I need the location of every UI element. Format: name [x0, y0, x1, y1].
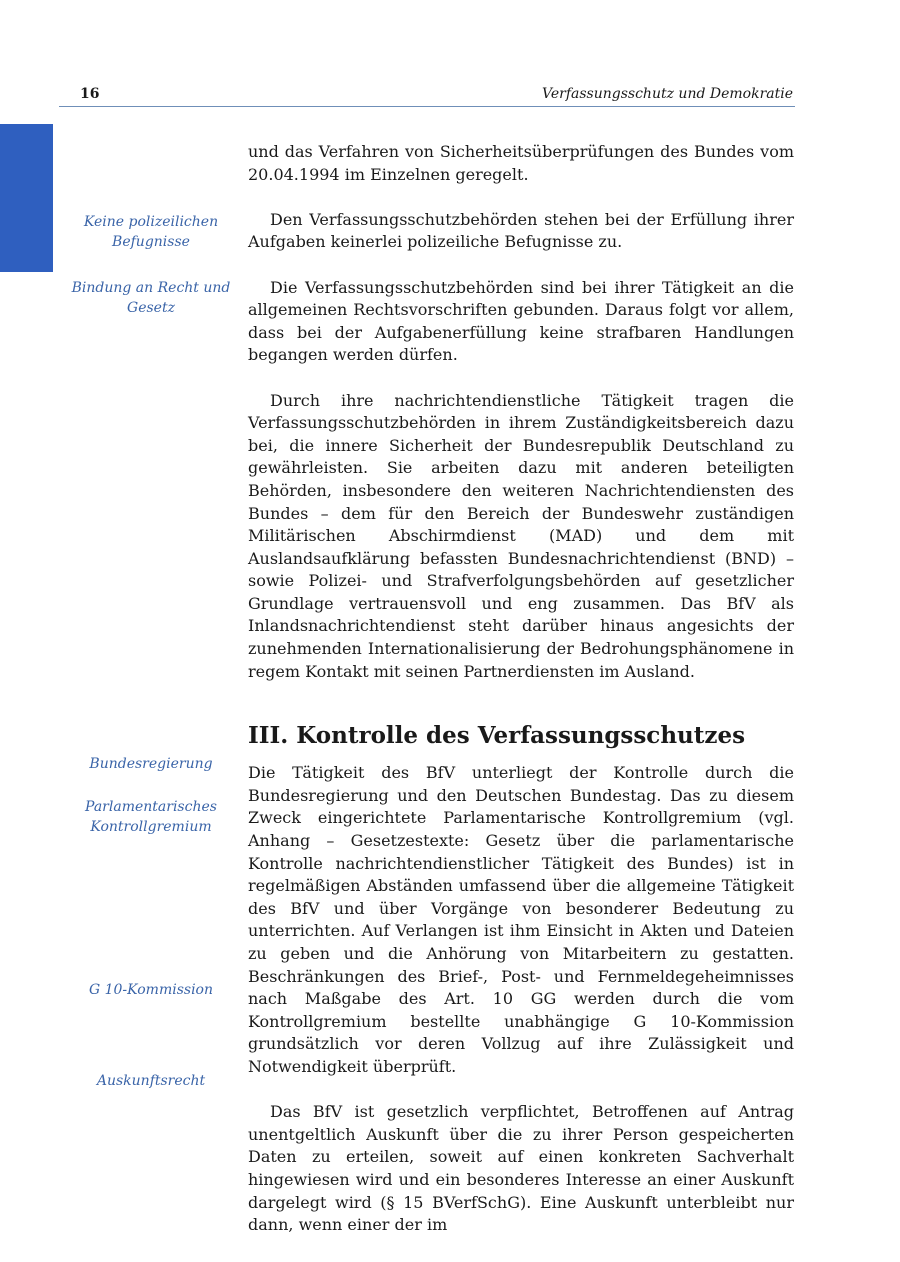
margin-note-bundesregierung: Bundesregierung — [89, 756, 213, 772]
paragraph-1: und das Verfahren von Sicherheitsüberprüfungen des Bundes vom 20.04.1994 im Einzelnen geregelt. — [248, 142, 794, 184]
margin-note-polizeiliche-befugnisse: Keine polizeilichen Befugnisse — [83, 214, 219, 250]
chapter-thumb-tab — [0, 124, 53, 272]
margin-note-g10-kommission: G 10-Kommission — [88, 982, 213, 998]
paragraph-5: Die Tätigkeit des BfV unterliegt der Kontrolle durch die Bundesregierung und den Deutschen Bundestag. Das zu diesem Zweck eingerichtete Parlamentarische Kontrollgremium (vgl. Anhang – Gesetzestexte: Gesetz über die parlamentarische Kontrolle nachrichtendienstlicher Tätigkeit des Bundes) ist in regelmäßigen Abständen umfassend über die allgemeine Tätigkeit des BfV und über Vorgänge von besonderer Bedeutung zu unterrichten. Auf Verlangen ist ihm Einsicht in Akten und Dateien zu geben und die Anhörung von Mitarbeitern zu gestatten. Beschränkungen des Brief-, Post- und Fernmeldegeheimnisses nach Maßgabe des Art. 10 GG werden durch die vom Kontrollgremium bestellte unabhängige G 10-Kommission grundsätzlich vor deren Vollzug auf ihre Zulässigkeit und Notwendigkeit überprüft. — [248, 763, 794, 1076]
paragraph-2: Den Verfassungsschutzbehörden stehen bei der Erfüllung ihrer Aufgaben keinerlei polizeiliche Befugnisse zu. — [248, 209, 794, 252]
paragraph-4: Durch ihre nachrichtendienstliche Tätigkeit tragen die Verfassungsschutzbehörden in ihrem Zuständigkeitsbereich dazu bei, die innere Sicherheit der Bundesrepublik Deutschland zu gewährleisten. Sie arbeiten dazu mit anderen beteiligten Behörden, insbesondere den weiteren Nachrichtendiensten des Bundes – dem für den Bereich der Bundeswehr zuständigen Militärischen Abschirmdienst (MAD) und dem mit Auslandsaufklärung befassten Bundesnachrichtendienst (BND) – sowie Polizei- und Strafverfolgungsbehörden auf gesetzlicher Grundlage vertrauensvoll und eng zusammen. Das BfV als Inlandsnachrichtendienst steht darüber hinaus angesichts der zunehmenden Internationalisierung der Bedrohungsphänomene in regem Kontakt mit seinen Partnerdiensten im Ausland. — [248, 390, 794, 681]
margin-note-auskunftsrecht: Auskunftsrecht — [96, 1073, 206, 1089]
paragraph-6: Das BfV ist gesetzlich verpflichtet, Betroffenen auf Antrag unentgeltlich Auskunft über die zu ihrer Person gespeicherten Daten zu erteilen, soweit auf einen konkreten Sachverhalt hingewiesen wird und ein besonderes Interesse an einer Auskunft dargelegt wird (§ 15 BVerfSchG). Eine Auskunft unterbleibt nur dann, wenn einer der im — [248, 1102, 794, 1235]
body-text — [248, 141, 794, 1237]
paragraph-3: Die Verfassungsschutzbehörden sind bei ihrer Tätigkeit an die allgemeinen Rechtsvorschriften gebunden. Daraus folgt vor allem, dass bei der Aufgabenerfüllung keine strafbaren Handlungen begangen werden dürfen. — [248, 277, 794, 365]
page-header — [59, 84, 795, 107]
running-head: Verfassungsschutz und Demokratie — [542, 86, 793, 102]
margin-note-recht-und-gesetz: Bindung an Recht und Gesetz — [71, 280, 231, 316]
section-heading: III. Kontrolle des Verfassungsschutzes — [248, 722, 746, 750]
margin-note-kontrollgremium: Parlamentarisches Kontrollgremium — [85, 799, 217, 835]
page-number: 16 — [80, 86, 100, 102]
